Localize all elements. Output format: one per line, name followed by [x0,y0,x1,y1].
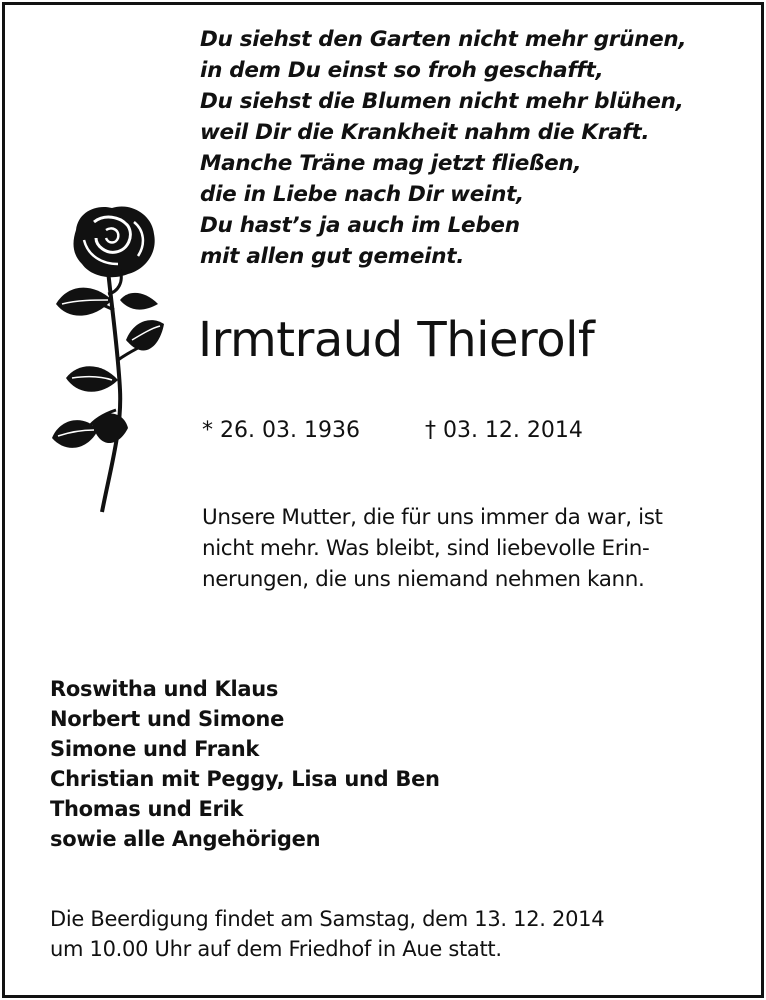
message-line: nicht mehr. Was bleibt, sind liebevolle Erin- [202,536,650,561]
mourner: Roswitha und Klaus [50,677,279,701]
mourners-list [50,674,440,854]
life-dates [202,418,583,443]
birth-date: * 26. 03. 1936 [202,418,360,443]
mourner: Thomas und Erik [50,797,244,821]
poem-line: Du hast’s ja auch im Leben [200,213,520,238]
poem-line: die in Liebe nach Dir weint, [200,182,524,207]
message-line: nerungen, die uns niemand nehmen kann. [202,567,645,592]
family-message [202,502,732,595]
funeral-line: um 10.00 Uhr auf dem Friedhof in Aue statt. [50,937,502,961]
funeral-line: Die Beerdigung findet am Samstag, dem 13. 12. 2014 [50,907,605,931]
poem-line: Manche Träne mag jetzt fließen, [200,151,582,176]
poem-line: in dem Du einst so froh geschafft, [200,58,604,83]
mourner: Christian mit Peggy, Lisa und Ben [50,767,440,791]
poem-line: weil Dir die Krankheit nahm die Kraft. [200,120,650,145]
poem-line: Du siehst die Blumen nicht mehr blühen, [200,89,684,114]
message-line: Unsere Mutter, die für uns immer da war, ist [202,505,663,530]
poem [200,24,740,272]
funeral-notice [50,904,604,964]
poem-line: Du siehst den Garten nicht mehr grünen, [200,27,687,52]
mourner: sowie alle Angehörigen [50,827,321,851]
rose-icon [48,200,168,520]
deceased-name: Irmtraud Thierolf [198,312,595,368]
death-date: † 03. 12. 2014 [424,418,583,443]
poem-line: mit allen gut gemeint. [200,244,465,269]
mourner: Simone und Frank [50,737,260,761]
mourner: Norbert und Simone [50,707,285,731]
